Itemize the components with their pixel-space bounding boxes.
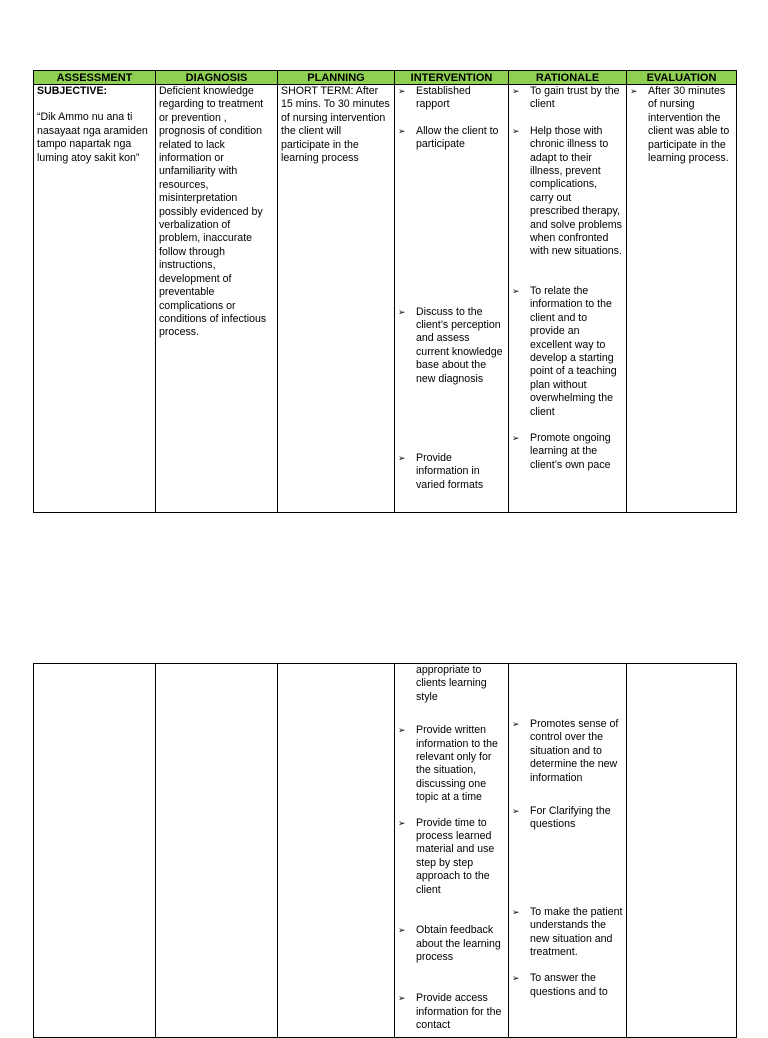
- arrow-bullet-icon: ➢: [512, 973, 520, 984]
- arrow-bullet-icon: ➢: [398, 453, 406, 464]
- arrow-bullet-icon: ➢: [512, 906, 520, 917]
- diagnosis-text: Deficient knowledge regarding to treatment or prevention , prognosis of condition related to lack information or unfamiliarity with resources, misinterpretation possibly evidenced by verbalization of problem, inaccurate follow through instructions, development of preventable complications or conditions of infectious process.: [159, 85, 267, 339]
- header-diagnosis: DIAGNOSIS: [156, 71, 278, 85]
- rationale-cell-continued: [509, 664, 627, 1038]
- arrow-bullet-icon: ➢: [512, 86, 520, 96]
- rationale-item: ➢ Help those with chronic illness to adapt to their illness, prevent complications, carry out prescribed therapy, and solve problems when confronted with new situations.: [512, 124, 622, 258]
- arrow-bullet-icon: ➢: [512, 432, 520, 443]
- rationale-item: ➢ For Clarifying the questions: [512, 805, 611, 831]
- diagnosis-cell-empty: [156, 664, 278, 1038]
- rationale-item: ➢ Promotes sense of control over the situation and to determine the new information: [512, 718, 619, 784]
- arrow-bullet-icon: ➢: [398, 86, 406, 96]
- subjective-title: SUBJECTIVE:: [37, 85, 108, 97]
- header-planning: PLANNING: [278, 71, 395, 85]
- arrow-bullet-icon: ➢: [512, 719, 520, 729]
- rationale-item: ➢ Promote ongoing learning at the client’s own pace: [512, 431, 611, 471]
- header-row: [34, 71, 737, 85]
- planning-cell: [278, 85, 395, 513]
- rationale-item: ➢ To relate the information to the client and to provide an excellent way to develop a starting point of a teaching plan without overwhelming the client: [512, 284, 617, 418]
- subjective-quote: “Dik Ammo nu ana ti nasayaat nga aramiden tampo napartak nga luming atoy sakit kon”: [37, 111, 148, 164]
- assessment-cell-empty: [34, 664, 156, 1038]
- intervention-item: ➢ Allow the client to participate: [398, 124, 499, 151]
- intervention-item: ➢ Provide access information for the contact: [398, 992, 502, 1032]
- intervention-item: ➢ Established rapport: [398, 85, 471, 111]
- rationale-item: ➢ To gain trust by the client: [512, 85, 620, 111]
- diagnosis-cell: [156, 85, 278, 513]
- rationale-item: ➢ To answer the questions and to: [512, 972, 608, 998]
- planning-cell-empty: [278, 664, 395, 1038]
- planning-text: SHORT TERM: After 15 mins. To 30 minutes of nursing intervention the client will participate in the learning process: [281, 85, 390, 165]
- intervention-item: ➢ Obtain feedback about the learning process: [398, 924, 501, 963]
- care-plan-table-page-2: [33, 663, 737, 1038]
- intervention-item: ➢ Provide information in varied formats: [398, 452, 484, 491]
- header-rationale: RATIONALE: [509, 71, 627, 85]
- evaluation-cell-empty: [627, 664, 737, 1038]
- arrow-bullet-icon: ➢: [512, 285, 520, 296]
- assessment-cell: [34, 85, 156, 513]
- arrow-bullet-icon: ➢: [512, 125, 520, 136]
- evaluation-item: ➢ After 30 minutes of nursing intervention the client was able to participate in the learning process.: [630, 85, 730, 165]
- care-plan-row: [34, 85, 737, 513]
- care-plan-table-page-1: [33, 70, 737, 513]
- intervention-item: ➢ Discuss to the client’s perception and assess current knowledge base about the new diagnosis: [398, 305, 503, 385]
- rationale-cell: [509, 85, 627, 513]
- evaluation-cell: [627, 85, 737, 513]
- header-intervention: INTERVENTION: [395, 71, 509, 85]
- rationale-item: ➢ To make the patient understands the new situation and treatment.: [512, 905, 623, 959]
- arrow-bullet-icon: ➢: [398, 993, 406, 1004]
- intervention-item: ➢ Provide written information to the relevant only for the situation, discussing one topic at a time: [398, 724, 498, 804]
- header-evaluation: EVALUATION: [627, 71, 737, 85]
- arrow-bullet-icon: ➢: [398, 306, 406, 317]
- arrow-bullet-icon: ➢: [398, 125, 406, 136]
- header-assessment: ASSESSMENT: [34, 71, 156, 85]
- care-plan-row-continued: [34, 664, 737, 1038]
- intervention-item: ➢ Provide time to process learned material and use step by step approach to the client: [398, 816, 495, 896]
- arrow-bullet-icon: ➢: [398, 817, 406, 828]
- arrow-bullet-icon: ➢: [398, 925, 406, 936]
- intervention-continuation: appropriate to clients learning style: [416, 664, 487, 703]
- arrow-bullet-icon: ➢: [630, 86, 638, 96]
- arrow-bullet-icon: ➢: [398, 725, 406, 736]
- intervention-cell: [395, 85, 509, 513]
- arrow-bullet-icon: ➢: [512, 806, 520, 817]
- intervention-cell-continued: [395, 664, 509, 1038]
